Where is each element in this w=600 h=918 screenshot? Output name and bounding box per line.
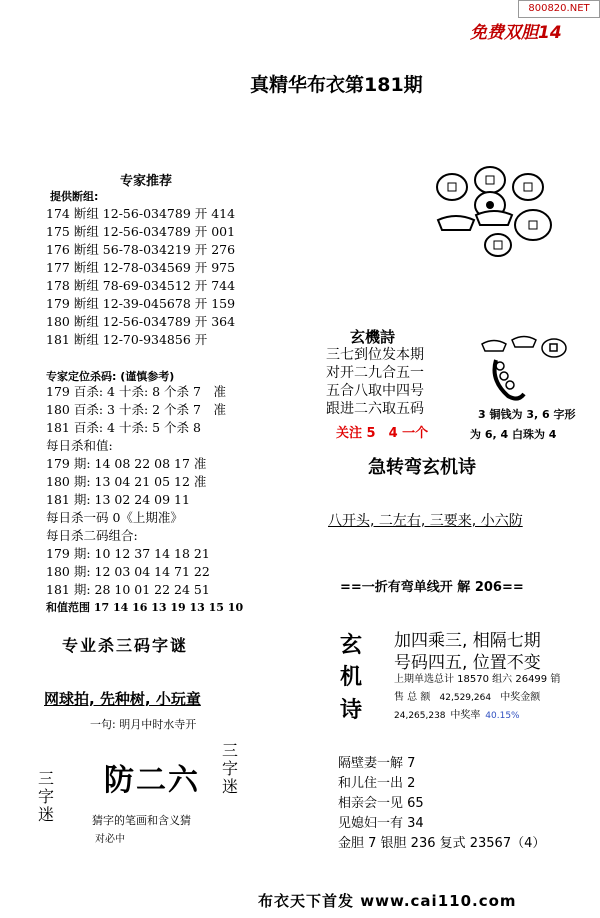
coin-note-2: 为 6, 4 白珠为 4 xyxy=(470,428,557,441)
riddle-item: 和儿住一出 2 xyxy=(338,776,416,791)
kill-list xyxy=(46,383,243,617)
expert-line: 175 断组 12-56-034789 开 001 xyxy=(46,224,236,239)
xuanji-title: 玄機詩 xyxy=(350,328,396,346)
expert-line: 174 断组 12-56-034789 开 414 xyxy=(46,206,236,221)
xjs-side-1: 玄 xyxy=(340,633,363,658)
riddle-list xyxy=(338,752,545,852)
xuanji-line: 五合八取中四号 xyxy=(326,383,424,399)
riddle-tagline: 网球拍, 先种树, 小玩童 xyxy=(44,690,201,708)
kill-line: 179 百杀: 4 十杀: 8 个杀 7 准 xyxy=(46,384,226,399)
jizhuan-line: 八开头, 二左右, 三要来, 小六防 xyxy=(328,513,523,529)
kill-one-code: 每日杀一码 0《上期准》 xyxy=(46,510,183,525)
coin-note-1: 3 铜钱为 3, 6 字形 xyxy=(478,408,576,421)
xjs-stats-2 xyxy=(394,688,540,703)
xuanji-line: 对开二九合五一 xyxy=(326,365,424,381)
expert-line: 180 断组 12-56-034789 开 364 xyxy=(46,314,236,329)
kill-sum-line: 179 期: 14 08 22 08 17 准 xyxy=(46,456,207,471)
xjs-stats-3-value: 24,265,238 xyxy=(394,711,446,721)
riddle-item: 见媳妇一有 34 xyxy=(338,816,424,831)
xjs-stats-2-label: 售 总 额 xyxy=(394,692,431,703)
footer-text: 布衣天下首发 www.cai110.com xyxy=(258,892,517,910)
expert-list xyxy=(46,205,235,349)
jizhuan-title: 急转弯玄机诗 xyxy=(368,457,476,478)
coins-illustration xyxy=(430,165,560,270)
riddle-heading: 专业杀三码字谜 xyxy=(62,636,189,655)
expert-line: 181 断组 12-70-934856 开 xyxy=(46,332,208,347)
kill-two-line: 180 期: 12 03 04 14 71 22 xyxy=(46,564,210,579)
riddle-one-line: 一句: 明月中时水寺开 xyxy=(90,718,197,731)
xjs-stats-1: 上期单选总计 18570 组六 26499 销 xyxy=(394,674,561,685)
riddle-item: 金胆 7 银胆 236 复式 23567（4） xyxy=(338,836,546,851)
kill-sum-line: 180 期: 13 04 21 05 12 准 xyxy=(46,474,207,489)
xuanji-focus: 关注 5 4 一个 xyxy=(336,426,429,441)
xjs-stats-2-label2: 中奖金额 xyxy=(500,692,541,703)
beads-illustration xyxy=(476,330,576,405)
kill-sum-heading: 每日杀和值: xyxy=(46,438,113,453)
expert-line: 179 断组 12-39-045678 开 159 xyxy=(46,296,236,311)
xuanji-line: 跟进二六取五码 xyxy=(326,401,424,417)
xjs-side-2: 机 xyxy=(340,665,363,690)
kill-two-heading: 每日杀二码组合: xyxy=(46,528,138,543)
kill-range: 和值范围 17 14 16 13 19 13 15 10 xyxy=(46,601,244,614)
xjs-side-3: 诗 xyxy=(340,698,363,723)
expert-line: 178 断组 78-69-034512 开 744 xyxy=(46,278,236,293)
site-watermark: 800820.NET xyxy=(518,0,600,18)
riddle-item: 相亲会一见 65 xyxy=(338,796,424,811)
expert-line: 177 断组 12-78-034569 开 975 xyxy=(46,260,236,275)
xjs-stats-3-label: 中奖率 xyxy=(450,710,481,721)
kill-two-line: 181 期: 28 10 01 22 24 51 xyxy=(46,582,210,597)
xjs-stats-3 xyxy=(394,706,520,721)
expert-sub: 提供断组: xyxy=(50,190,99,203)
free-watermark: 免费双胆14 xyxy=(470,23,562,43)
xuanji-lines xyxy=(326,346,424,418)
riddle-side-right: 三字迷 xyxy=(222,741,239,796)
xjs-line-1: 加四乘三, 相隔七期 xyxy=(394,631,541,651)
riddle-side-left: 三字迷 xyxy=(38,769,55,824)
expert-heading: 专家推荐 xyxy=(120,174,173,189)
kill-line: 181 百杀: 4 十杀: 5 个杀 8 xyxy=(46,420,201,435)
riddle-right: 对必中 xyxy=(95,834,125,845)
xuanji-line: 三七到位发本期 xyxy=(326,347,424,363)
page-title: 真精华布衣第181期 xyxy=(250,74,423,96)
riddle-hint: 猜字的笔画和含义猜 xyxy=(92,814,191,827)
riddle-big-text: 防二六 xyxy=(104,763,200,798)
xjs-line-2: 号码四五, 位置不变 xyxy=(394,653,541,673)
kill-heading: 专家定位杀码: (谨慎参考) xyxy=(46,370,175,383)
one-fold-line: ==一折有弯单线开 解 206== xyxy=(340,580,524,595)
xjs-stats-2-value: 42,529,264 xyxy=(439,693,492,703)
xjs-stats-3-rate: 40.15% xyxy=(485,711,520,721)
kill-two-line: 179 期: 10 12 37 14 18 21 xyxy=(46,546,210,561)
kill-sum-line: 181 期: 13 02 24 09 11 xyxy=(46,492,190,507)
riddle-item: 隔壁妻一解 7 xyxy=(338,756,416,771)
kill-line: 180 百杀: 3 十杀: 2 个杀 7 准 xyxy=(46,402,226,417)
expert-line: 176 断组 56-78-034219 开 276 xyxy=(46,242,236,257)
